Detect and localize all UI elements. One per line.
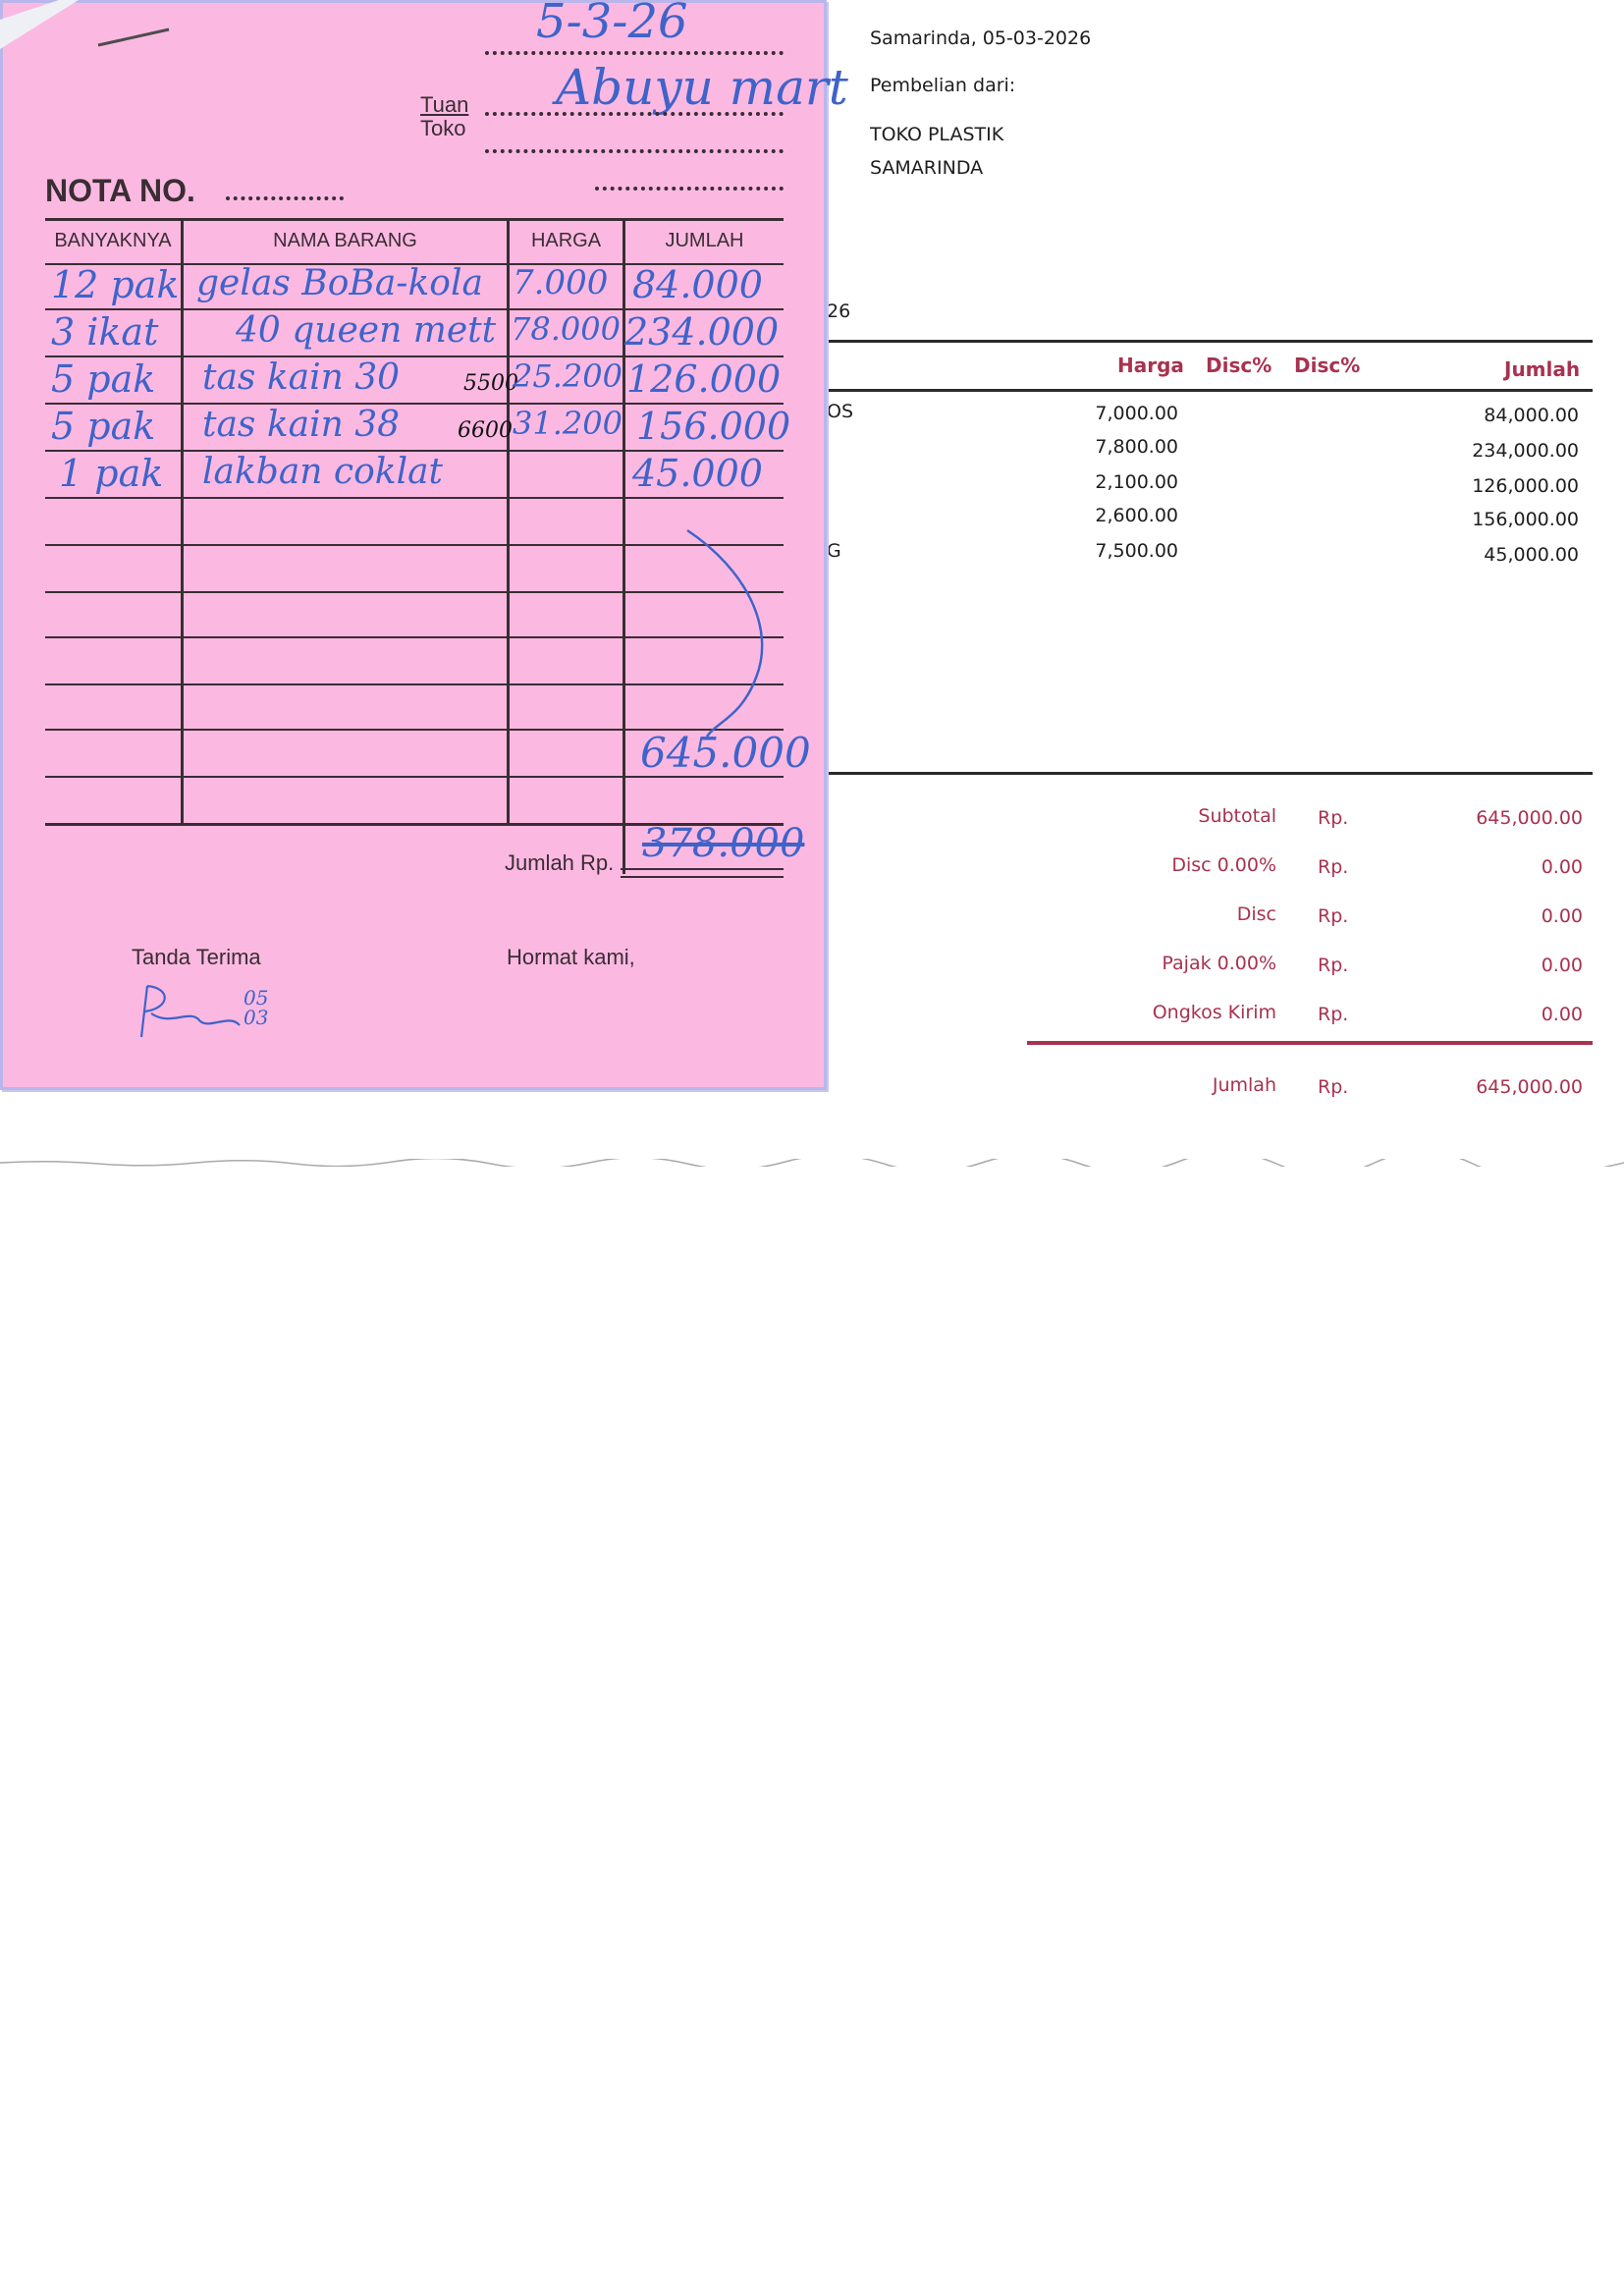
col-header-jumlah: JUMLAH xyxy=(665,230,744,251)
invoice-purchased-from-label: Pembelian dari: xyxy=(870,75,1016,96)
row-jumlah: 45,000.00 xyxy=(1484,544,1579,566)
summary-label: Disc xyxy=(1236,903,1276,925)
table-bottom-rule xyxy=(827,772,1593,775)
header-jumlah: Jumlah xyxy=(1504,357,1581,381)
summary-label: Subtotal xyxy=(1198,805,1276,827)
summary-total-rule xyxy=(1027,1041,1593,1045)
item-harga: 25.200 xyxy=(513,357,623,395)
item-qty: 12 pak xyxy=(51,263,180,306)
handwritten-subtotal: 645.000 xyxy=(640,729,811,777)
sum-connector-scribble xyxy=(628,491,805,746)
item-nama: lakban coklat xyxy=(202,452,444,492)
toko-handwritten: Abuyu mart xyxy=(556,59,848,116)
summary-label: Ongkos Kirim xyxy=(1152,1002,1276,1023)
jumlah-double-underline xyxy=(621,868,784,878)
summary-rp: Rp. xyxy=(1318,807,1349,829)
table-top-rule xyxy=(827,340,1593,343)
invoice-supplier-name: TOKO PLASTIK xyxy=(870,124,1004,145)
summary-value: 0.00 xyxy=(1541,856,1583,878)
item-nama: tas kain 38 xyxy=(202,405,401,445)
grid-line xyxy=(45,218,784,221)
item-harga: 7.000 xyxy=(513,263,609,302)
handwritten-struck-total: 378.000 xyxy=(642,821,805,866)
item-jumlah: 126.000 xyxy=(626,357,782,401)
summary-value: 0.00 xyxy=(1541,905,1583,927)
row-jumlah: 84,000.00 xyxy=(1484,405,1579,426)
date-handwritten: 5-3-26 xyxy=(536,0,688,49)
table-header-rule xyxy=(827,389,1593,392)
item-extra-price: 5500 xyxy=(463,371,518,396)
row-harga: 2,600.00 xyxy=(1095,505,1178,526)
jumlah-rp-label: Jumlah Rp. xyxy=(505,850,615,875)
col-header-harga: HARGA xyxy=(530,230,602,251)
grid-col-line xyxy=(181,218,184,825)
row-jumlah: 234,000.00 xyxy=(1472,440,1579,462)
summary-value: 0.00 xyxy=(1541,1004,1583,1025)
header-disc2: Disc% xyxy=(1294,354,1361,377)
header-disc1: Disc% xyxy=(1206,354,1272,377)
invoice-place-date: Samarinda, 05-03-2026 xyxy=(870,27,1092,49)
summary-rp: Rp. xyxy=(1318,955,1349,976)
item-qty: 3 ikat xyxy=(51,310,159,354)
summary-label: Pajak 0.00% xyxy=(1162,953,1276,974)
summary-rp: Rp. xyxy=(1318,1004,1349,1025)
row-harga: 2,100.00 xyxy=(1095,471,1178,493)
header-harga: Harga xyxy=(1117,354,1184,377)
item-qty: 5 pak xyxy=(51,357,156,401)
row-harga: 7,800.00 xyxy=(1095,436,1178,458)
corner-fold-mark xyxy=(0,0,177,59)
row-jumlah: 126,000.00 xyxy=(1472,475,1579,497)
item-jumlah: 84.000 xyxy=(632,263,763,306)
item-harga: 78.000 xyxy=(511,310,621,348)
invoice-partial-fragment: 26 xyxy=(827,301,851,322)
summary-value: 0.00 xyxy=(1541,955,1583,976)
summary-rp: Rp. xyxy=(1318,856,1349,878)
row-harga: 7,000.00 xyxy=(1095,403,1178,424)
total-rp: Rp. xyxy=(1318,1076,1349,1098)
row-partial: G xyxy=(827,540,841,562)
row-harga: 7,500.00 xyxy=(1095,540,1178,562)
summary-rp: Rp. xyxy=(1318,905,1349,927)
item-jumlah: 45.000 xyxy=(632,452,763,495)
torn-edge xyxy=(0,1159,1624,1167)
nota-right-dotted-line xyxy=(595,187,784,191)
item-nama: 40 queen mett xyxy=(236,310,497,351)
summary-label: Disc 0.00% xyxy=(1171,854,1276,876)
item-jumlah: 156.000 xyxy=(636,405,791,448)
nota-number-dotted-line xyxy=(226,196,344,200)
row-partial: OS xyxy=(827,401,854,422)
item-qty: 1 pak xyxy=(59,452,164,495)
nota-number-label: NOTA NO. xyxy=(45,173,195,208)
invoice-supplier-city: SAMARINDA xyxy=(870,157,984,179)
tanda-terima-label: Tanda Terima xyxy=(132,945,261,969)
grid-col-line xyxy=(507,218,510,825)
toko-dotted-line xyxy=(485,112,784,116)
col-header-banyaknya: BANYAKNYA xyxy=(54,230,172,251)
tuan-label: Tuan xyxy=(420,92,469,117)
summary-value: 645,000.00 xyxy=(1476,807,1583,829)
item-qty: 5 pak xyxy=(51,405,156,448)
item-jumlah: 234.000 xyxy=(624,310,780,354)
signature-date: 05 03 xyxy=(244,986,269,1029)
address-dotted-line xyxy=(485,149,784,153)
date-dotted-line xyxy=(485,51,784,55)
item-nama: gelas BoBa-kola xyxy=(196,263,483,303)
item-harga: 31.200 xyxy=(513,405,623,442)
total-label: Jumlah xyxy=(1212,1074,1276,1096)
row-jumlah: 156,000.00 xyxy=(1472,509,1579,530)
toko-label: Toko xyxy=(420,116,466,140)
col-header-nama-barang: NAMA BARANG xyxy=(273,230,417,251)
total-value: 645,000.00 xyxy=(1476,1076,1583,1098)
item-nama: tas kain 30 xyxy=(202,357,401,398)
hormat-kami-label: Hormat kami, xyxy=(507,945,635,969)
item-extra-price: 6600 xyxy=(458,418,513,443)
